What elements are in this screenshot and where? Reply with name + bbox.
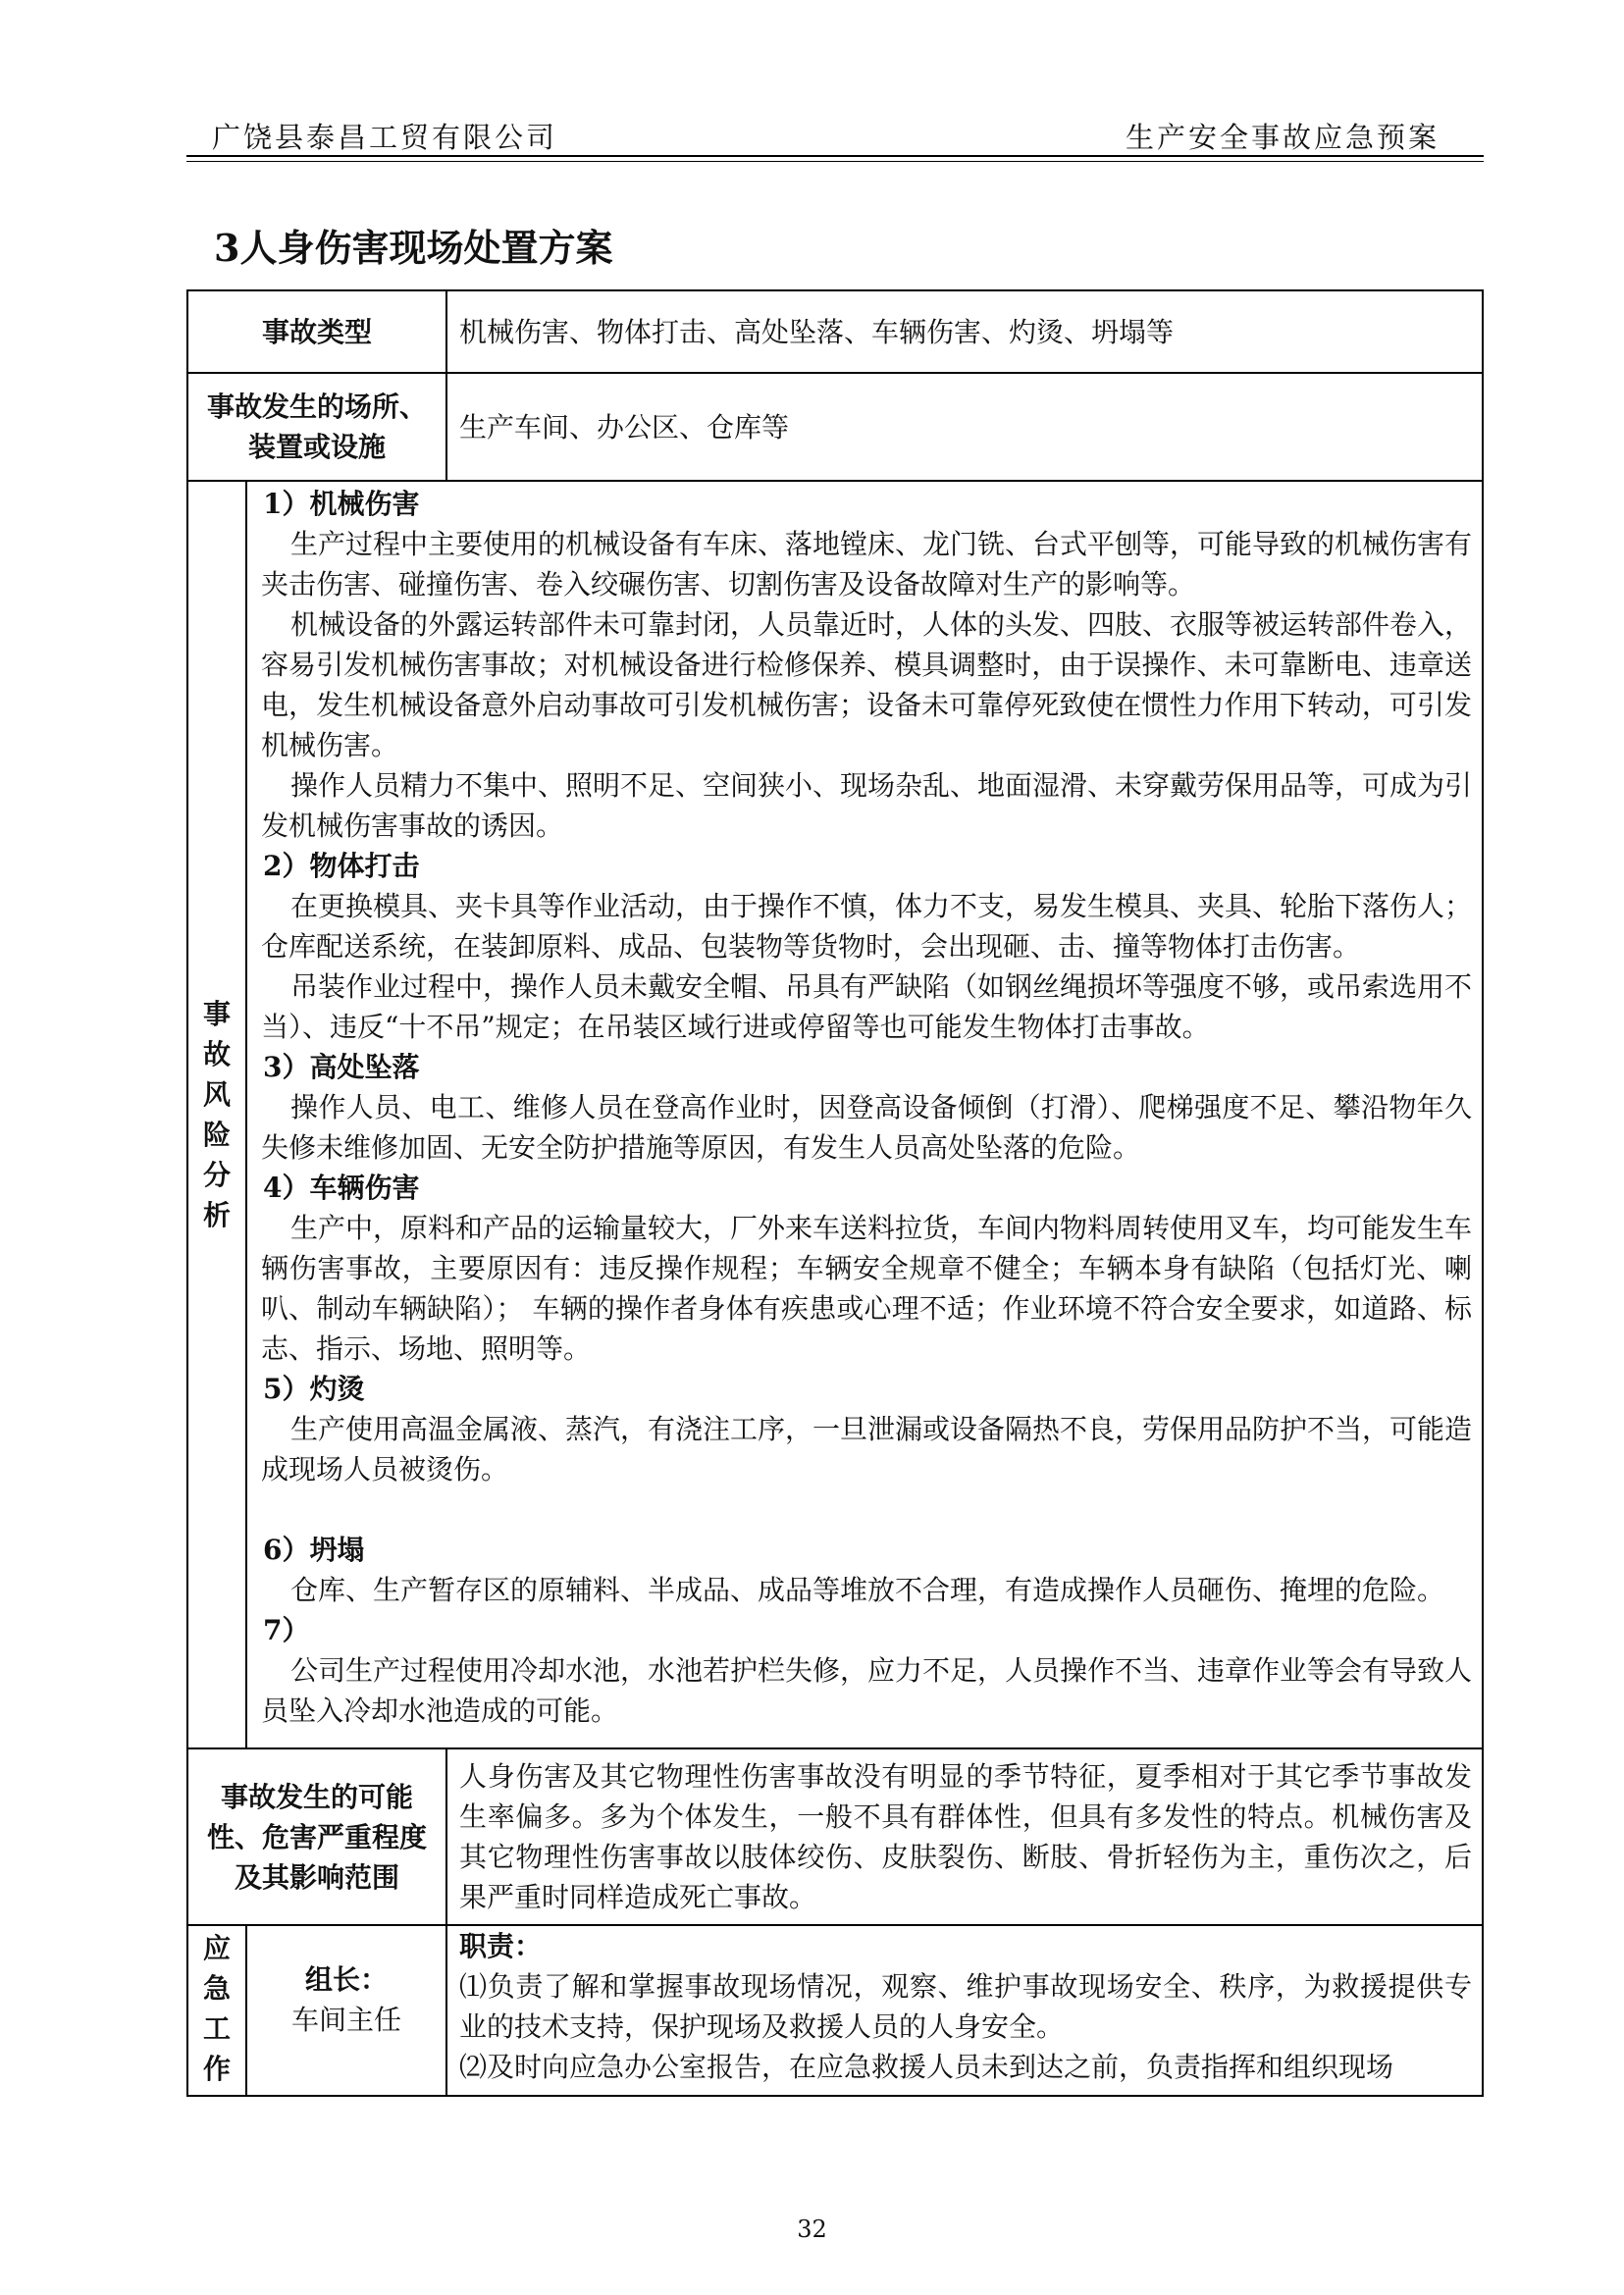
risk-item-heading: 2）物体打击 [263, 850, 420, 882]
paragraph-spacer [261, 1489, 1472, 1530]
risk-item-heading: 6）坍塌 [263, 1534, 365, 1566]
section-title: 3人身伤害现场处置方案 [214, 226, 613, 270]
risk-label-char: 析 [202, 1199, 231, 1231]
accident-type-label: 事故类型 [187, 290, 446, 373]
emergency-label-char: 作 [202, 2053, 231, 2085]
risk-analysis-content [246, 481, 1483, 1748]
leader-role: 组长： [305, 1963, 389, 1996]
risk-item-paragraph: 在更换模具、夹卡具等作业活动，由于操作不慎，体力不支，易发生模具、夹具、轮胎下落伤人；仓库配送系统，在装卸原料、成品、包装物等货物时，会出现砸、击、撞等物体打击伤害。 [261, 890, 1473, 963]
risk-item-paragraph: 生产使用高温金属液、蒸汽，有浇注工序，一旦泄漏或设备隔热不良，劳保用品防护不当，可能造成现场人员被烫伤。 [261, 1413, 1473, 1486]
row-severity [187, 1748, 1483, 1925]
risk-item-heading: 7） [263, 1614, 310, 1646]
risk-label-char: 险 [202, 1119, 231, 1151]
leader-person: 车间主任 [291, 2004, 402, 2036]
risk-item-paragraph: 吊装作业过程中，操作人员未戴安全帽、吊具有严缺陷（如钢丝绳损坏等强度不够，或吊索选用不当）、违反“十不吊”规定；在吊装区域行进或停留等也可能发生物体打击事故。 [261, 970, 1473, 1043]
duty-cell [446, 1925, 1483, 2096]
emergency-label-char: 应 [202, 1932, 231, 1964]
risk-item-heading: 5）灼烫 [263, 1373, 365, 1405]
accident-type-value: 机械伤害、物体打击、高处坠落、车辆伤害、灼烫、坍塌等 [446, 290, 1483, 373]
risk-item-paragraph: 仓库、生产暂存区的原辅料、半成品、成品等堆放不合理，有造成操作人员砸伤、掩埋的危险。 [290, 1574, 1445, 1606]
duty-item: ⑴负责了解和掌握事故现场情况，观察、维护事故现场安全、秩序，为救援提供专业的技术支持，保护现场及救援人员的人身安全。 [459, 1970, 1472, 2043]
location-label-line1: 事故发生的场所、 [207, 391, 428, 423]
risk-item-paragraph: 生产过程中主要使用的机械设备有车床、落地镗床、龙门铣、台式平刨等，可能导致的机械伤害有夹击伤害、碰撞伤害、卷入绞碾伤害、切割伤害及设备故障对生产的影响等。 [261, 528, 1473, 600]
duty-item: ⑵及时向应急办公室报告，在应急救援人员未到达之前，负责指挥和组织现场 [459, 2051, 1394, 2083]
severity-value: 人身伤害及其它物理性伤害事故没有明显的季节特征，夏季相对于其它季节事故发生率偏多。多为个体发生，一般不具有群体性，但具有多发性的特点。机械伤害及其它物理性伤害事故以肢体绞伤、皮肤裂伤、断肢、骨折轻伤为主，重伤次之，后果严重时同样造成死亡事故。 [446, 1748, 1483, 1925]
duty-title: 职责： [459, 1930, 543, 1962]
risk-item-paragraph: 操作人员、电工、维修人员在登高作业时，因登高设备倾倒（打滑）、爬梯强度不足、攀沿物年久失修未维修加固、无安全防护措施等原因，有发生人员高处坠落的危险。 [261, 1091, 1472, 1164]
header-rule [186, 155, 1484, 157]
risk-item-heading: 3）高处坠落 [263, 1051, 420, 1083]
emergency-label-char: 急 [202, 1972, 231, 2005]
leader-cell [246, 1925, 446, 2096]
row-accident-type [187, 290, 1483, 373]
header-doc-title: 生产安全事故应急预案 [1125, 121, 1440, 154]
emergency-work-label [187, 1925, 246, 2096]
row-emergency-work [187, 1925, 1483, 2096]
risk-item-paragraph: 操作人员精力不集中、照明不足、空间狭小、现场杂乱、地面湿滑、未穿戴劳保用品等，可成为引发机械伤害事故的诱因。 [261, 769, 1473, 842]
risk-item-heading: 4）车辆伤害 [263, 1172, 420, 1204]
severity-label-line2: 性、危害严重程度 [207, 1820, 428, 1853]
risk-item-paragraph: 生产中，原料和产品的运输量较大，厂外来车送料拉货，车间内物料周转使用叉车，均可能发生车辆伤害事故，主要原因有：违反操作规程；车辆安全规章不健全；车辆本身有缺陷（包括灯光、喇叭、制动车辆缺陷）； 车辆的操作者身体有疾患或心理不适；作业环境不符合安全要求，如道路、标志、指示、场地、照明等。 [261, 1212, 1473, 1365]
risk-item-heading: 1）机械伤害 [263, 488, 420, 520]
disposal-plan-table [186, 289, 1484, 2097]
risk-item-paragraph: 公司生产过程使用冷却水池，水池若护栏失修，应力不足，人员操作不当、违章作业等会有导致人员坠入冷却水池造成的可能。 [261, 1654, 1473, 1727]
header-rule-thin [186, 161, 1484, 162]
severity-label [187, 1748, 446, 1925]
severity-label-line3: 及其影响范围 [235, 1860, 400, 1894]
emergency-label-char: 工 [202, 2012, 231, 2045]
location-value: 生产车间、办公区、仓库等 [446, 373, 1483, 481]
risk-label-char: 分 [202, 1159, 231, 1191]
risk-label-char: 事 [202, 998, 231, 1030]
location-label [187, 373, 446, 481]
risk-label-char: 故 [202, 1038, 231, 1070]
risk-analysis-label [187, 481, 246, 1748]
header-company: 广饶县泰昌工贸有限公司 [212, 121, 558, 154]
page-number: 32 [797, 2216, 827, 2243]
risk-label-char: 风 [202, 1078, 231, 1111]
row-risk-analysis [187, 481, 1483, 1748]
risk-item-paragraph: 机械设备的外露运转部件未可靠封闭，人员靠近时，人体的头发、四肢、衣服等被运转部件卷入，容易引发机械伤害事故；对机械设备进行检修保养、模具调整时，由于误操作、未可靠断电、违章送电，发生机械设备意外启动事故可引发机械伤害；设备未可靠停死致使在惯性力作用下转动，可引发机械伤害。 [261, 608, 1473, 761]
location-label-line2: 装置或设施 [248, 431, 387, 463]
row-location [187, 373, 1483, 481]
severity-label-line1: 事故发生的可能 [221, 1780, 414, 1813]
